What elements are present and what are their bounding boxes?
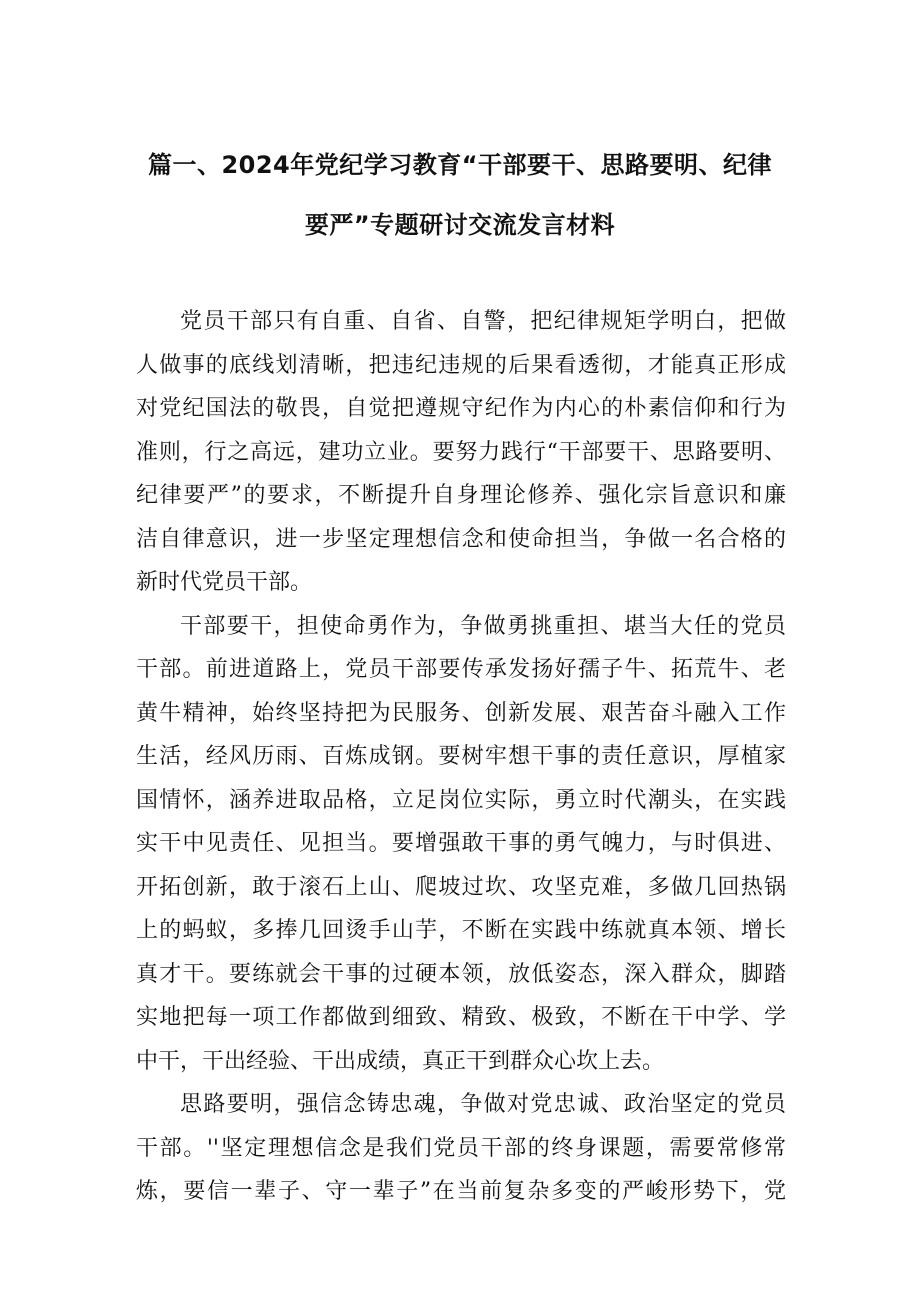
title-line: 要严”专题研讨交流发言材料 xyxy=(304,211,616,239)
paragraph-line: 实地把每一项工作都做到细致、精致、极致，不断在干中学、学 xyxy=(136,1005,786,1030)
paragraph-line: 干部。''坚定理想信念是我们党员干部的终身课题，需要常修常 xyxy=(136,1135,786,1161)
paragraph-line: 国情怀，涵养进取品格，立足岗位实际，勇立时代潮头，在实践 xyxy=(136,787,786,813)
paragraph xyxy=(136,605,786,1084)
paragraph-line: 炼，要信一辈子、守一辈子”在当前复杂多变的严峻形势下，党 xyxy=(136,1179,786,1204)
paragraph xyxy=(136,1083,786,1214)
paragraph-line: 纪律要严”的要求，不断提升自身理论修养、强化宗旨意识和廉 xyxy=(136,483,786,508)
paragraph-line: 对党纪国法的敬畏，自觉把遵规守纪作为内心的朴素信仰和行为 xyxy=(136,396,786,421)
paragraph-line: 准则，行之高远，建功立业。要努力践行“干部要干、思路要明、 xyxy=(136,439,786,465)
paragraph-line: 干部要干，担使命勇作为，争做勇挑重担、堪当大任的党员 xyxy=(180,613,786,639)
paragraph-line: 人做事的底线划清晰，把违纪违规的后果看透彻，才能真正形成 xyxy=(136,352,786,378)
paragraph-line: 中干，干出经验、干出成绩，真正干到群众心坎上去。 xyxy=(136,1048,665,1074)
paragraph-line: 实干中见责任、见担当。要增强敢干事的勇气魄力，与时俱进、 xyxy=(136,831,786,856)
paragraph-line: 党员干部只有自重、自省、自警，把纪律规矩学明白，把做 xyxy=(180,309,786,334)
paragraph-line: 干部。前进道路上，党员干部要传承发扬好孺子牛、拓荒牛、老 xyxy=(136,657,786,682)
paragraph-line: 上的蚂蚁，多捧几回烫手山芋，不断在实践中练就真本领、增长 xyxy=(136,918,786,943)
document-body xyxy=(136,300,786,1214)
paragraph-line: 黄牛精神，始终坚持把为民服务、创新发展、艰苦奋斗融入工作 xyxy=(136,700,786,726)
paragraph xyxy=(136,300,786,605)
title-line: 篇一、2024年党纪学习教育“干部要干、思路要明、纪律 xyxy=(147,151,773,179)
paragraph-line: 真才干。要练就会干事的过硬本领，放低姿态，深入群众，脚踏 xyxy=(136,961,786,987)
paragraph-line: 生活，经风历雨、百炼成钢。要树牢想干事的责任意识，厚植家 xyxy=(136,744,786,769)
paragraph-line: 思路要明，强信念铸忠魂，争做对党忠诚、政治坚定的党员 xyxy=(180,1092,786,1117)
paragraph-line: 洁自律意识，进一步坚定理想信念和使命担当，争做一名合格的 xyxy=(136,526,786,552)
paragraph-line: 新时代党员干部。 xyxy=(136,570,313,595)
document-title xyxy=(130,135,790,255)
paragraph-line: 开拓创新，敢于滚石上山、爬坡过坎、攻坚克难，多做几回热锅 xyxy=(136,874,786,900)
